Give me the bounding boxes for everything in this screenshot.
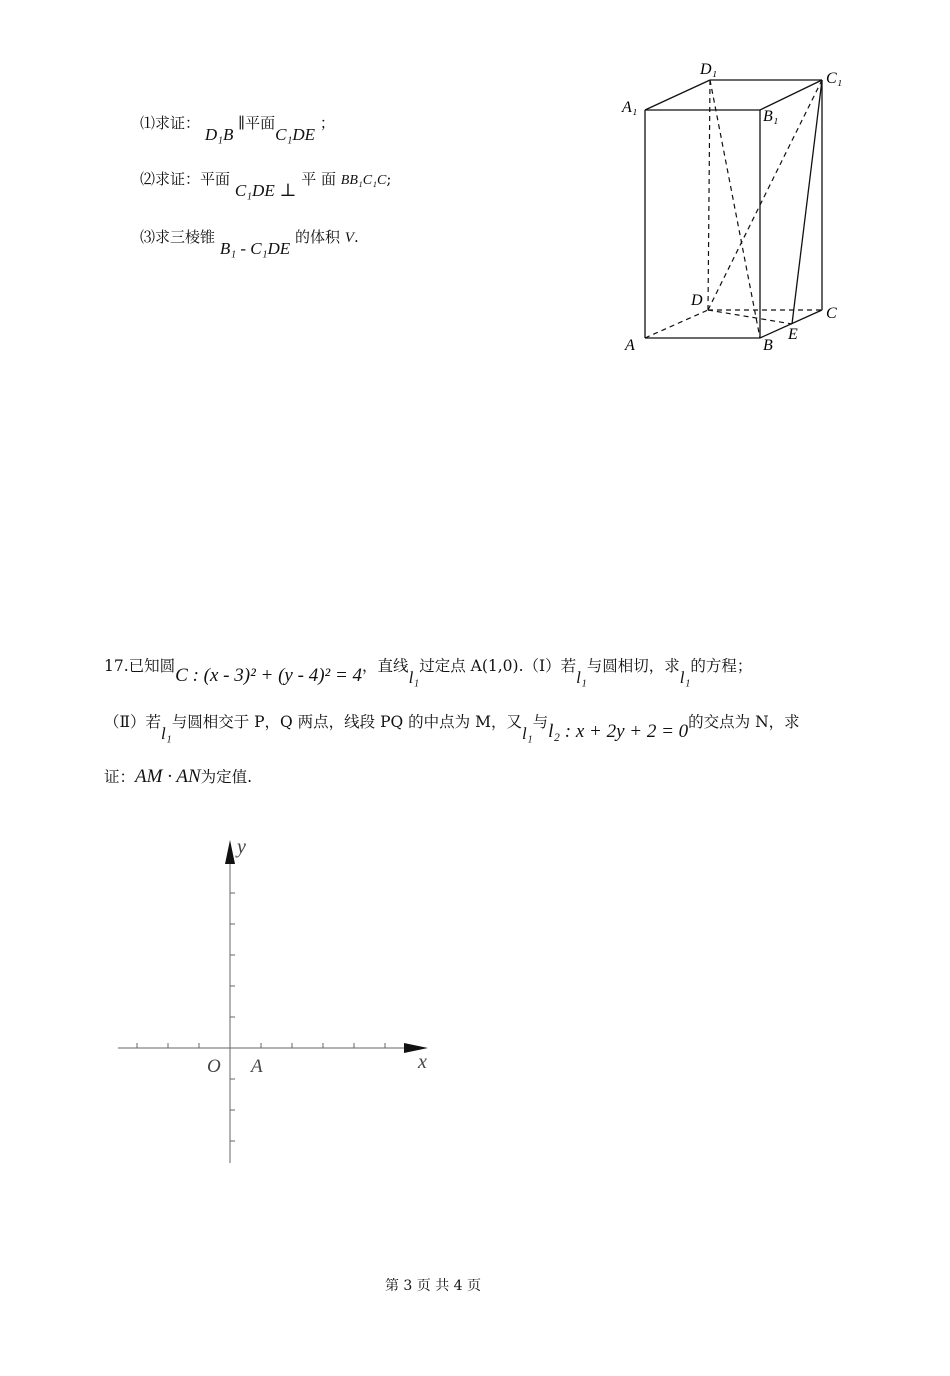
vector-product: AM · AN — [135, 766, 201, 787]
line-l2-equation: l₂ : x + 2y + 2 = 0 — [548, 721, 689, 742]
math-v: V — [344, 230, 354, 246]
origin-label: O — [207, 1056, 221, 1077]
point-a-label: A — [251, 1056, 263, 1077]
label-d: D — [691, 292, 703, 309]
item-number: ⑵ — [140, 170, 156, 188]
prism-figure — [600, 50, 860, 370]
volume-text: 的体积 — [294, 228, 340, 246]
q17-text: （Ⅱ）若 — [104, 713, 162, 731]
semicolon: ; — [386, 170, 392, 188]
label-c1: C₁ — [826, 70, 843, 87]
item-number: ⑶ — [140, 228, 156, 246]
item-text: 求三棱锥 — [155, 228, 216, 246]
question-number: 17. — [104, 657, 129, 675]
q17-text: 的交点为 N，求 — [688, 713, 800, 731]
axes-figure — [110, 828, 440, 1173]
q17-text: 与 — [532, 713, 549, 731]
math-l1: l₁ — [679, 668, 691, 687]
q17-text: 的方程； — [690, 657, 753, 675]
x-ticks — [137, 1043, 385, 1048]
edge-b1c1 — [760, 80, 822, 110]
q17-text: 证： — [104, 768, 136, 786]
q16-item-2 — [140, 168, 392, 201]
circle-equation: C : (x - 3)² + (y - 4)² = 4 — [175, 665, 363, 686]
math-c1de: C₁DE — [275, 125, 316, 144]
label-a1: A₁ — [622, 99, 638, 116]
q17-text: 为定值. — [200, 768, 253, 786]
q17-text: 与圆相切，求 — [586, 657, 680, 675]
math-l1: l₁ — [408, 668, 420, 687]
semicolon: ； — [319, 114, 335, 132]
q17-text: 与圆相交于 P，Q 两点，线段 PQ 的中点为 M，又 — [171, 713, 522, 731]
period: . — [353, 228, 359, 246]
q16-item-1 — [140, 112, 335, 144]
parallel-plane-text: ∥平面 — [238, 114, 276, 132]
plane-text: 平 面 — [301, 170, 337, 188]
label-d1: D₁ — [700, 61, 718, 78]
q17-text: ，直线 — [362, 657, 409, 675]
q17-text: 过定点 A(1,0).（Ⅰ）若 — [419, 657, 577, 675]
math-l1: l₁ — [521, 724, 533, 743]
edge-a1d1 — [645, 80, 710, 110]
q17-text: 已知圆 — [128, 657, 176, 675]
page-footer: 第 3 页 共 4 页 — [384, 1278, 482, 1294]
math-d1b: D₁B — [204, 125, 234, 144]
math-l1: l₁ — [576, 668, 587, 687]
math-bb1c1c: BB₁C₁C — [340, 173, 387, 188]
label-e: E — [788, 326, 798, 343]
x-axis-label: x — [418, 1051, 427, 1073]
segment-d1b — [710, 80, 760, 338]
y-ticks — [230, 893, 235, 1141]
label-b: B — [763, 337, 773, 354]
label-a: A — [625, 337, 635, 354]
edge-ad — [645, 310, 708, 338]
y-axis-label: y — [237, 836, 246, 858]
math-c1de: C₁DE — [234, 181, 275, 200]
label-c: C — [826, 305, 837, 322]
label-b1: B₁ — [763, 108, 779, 125]
segment-de — [708, 310, 792, 324]
q16-item-3 — [140, 226, 359, 258]
item-text: 求证： — [155, 114, 201, 132]
edge-d1d — [708, 80, 710, 310]
item-number: ⑴ — [140, 114, 156, 132]
q17-line-3 — [104, 765, 252, 788]
math-l1: l₁ — [161, 724, 172, 743]
q17-line-1 — [104, 654, 753, 687]
y-arrow-icon — [225, 840, 235, 864]
segment-c1e — [792, 80, 822, 324]
item-text: 求证：平面 — [155, 170, 231, 188]
q17-line-2 — [104, 710, 800, 743]
math-pyramid: B₁ - C₁DE — [219, 239, 291, 258]
perpendicular-symbol: ⊥ — [279, 180, 297, 201]
